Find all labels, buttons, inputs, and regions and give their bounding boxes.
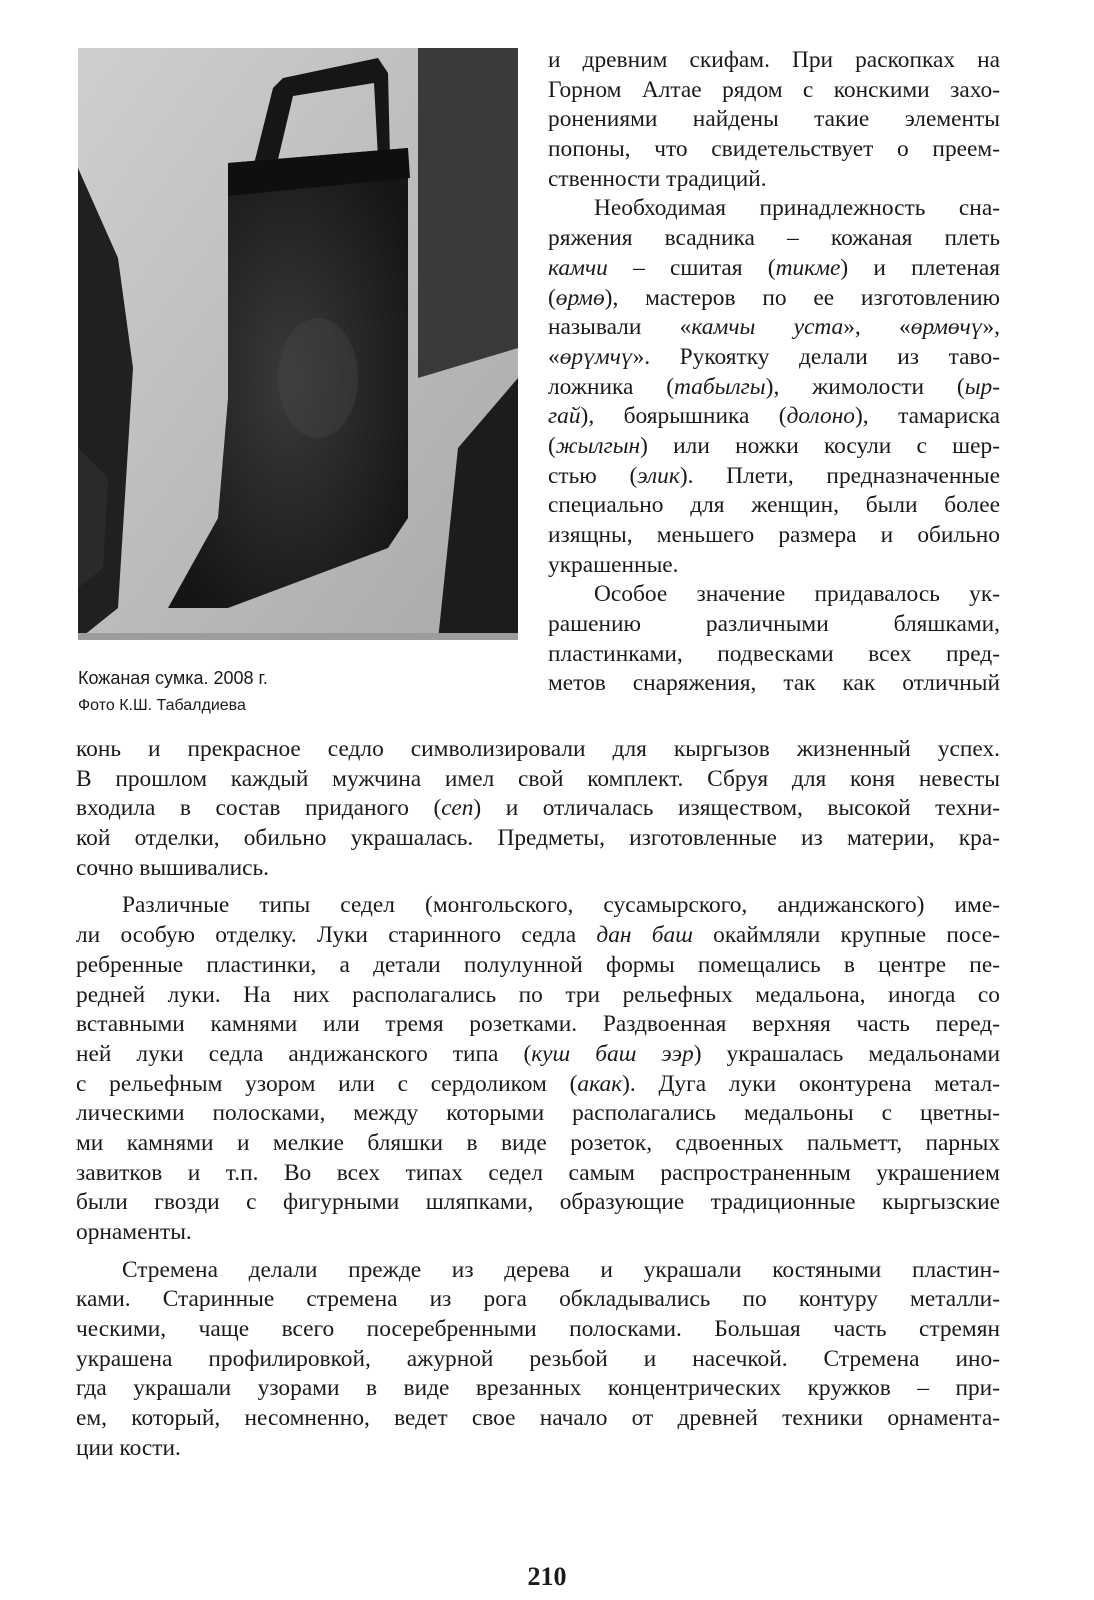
text-line: были гвозди с фигурными шляпками, образующие традиционные кыргызские xyxy=(76,1189,1000,1216)
text-line: лическими полосками, между которыми располагались медальоны с цветны- xyxy=(76,1100,1000,1127)
leather-bag-photo xyxy=(78,48,518,640)
text-line: украшена профилировкой, ажурной резьбой и насечкой. Стремена ино- xyxy=(76,1345,1000,1372)
text-run: », « xyxy=(843,314,911,341)
text-run: ли особую отделку. Луки старинного седла xyxy=(76,922,597,949)
text-line: украшенные. xyxy=(548,551,679,578)
text-line xyxy=(76,1040,1000,1070)
text-run: ». Рукоятку делали из тавo- xyxy=(632,343,1000,370)
text-line: попоны, что свидетельствует о преем- xyxy=(548,136,1000,163)
text-line xyxy=(548,373,1000,403)
text-line: ем, который, несомненно, ведет свое начало от древней техники орнамента- xyxy=(76,1405,1000,1432)
text-line: Необходимая принадлежность сна- xyxy=(594,195,1000,222)
text-line: орнаменты. xyxy=(76,1219,192,1245)
text-line: ронениями найдены такие элементы xyxy=(548,106,1000,133)
text-line: рашению различными бляшками, xyxy=(548,611,1000,638)
text-run: ( xyxy=(548,284,556,311)
text-line xyxy=(548,343,1000,373)
text-run: ) и отличалась изяществом, высокой техни- xyxy=(473,795,1000,822)
text-line: вставными камнями или тремя розетками. Раздвоенная верхняя часть перед- xyxy=(76,1011,1000,1038)
figure-caption xyxy=(78,664,408,720)
text-run: ). Дуга луки оконтурена метал- xyxy=(622,1070,1000,1097)
text-line: Различные типы седел (монгольского, сусамырского, андижанского) име- xyxy=(122,892,1000,919)
italic-term: куш баш ээр xyxy=(531,1040,694,1067)
text-line: гда украшали узорами в виде врезанных концентрических кружков – при- xyxy=(76,1375,1000,1402)
text-line xyxy=(76,794,1000,824)
leather-bag-image xyxy=(78,48,518,640)
caption-credit: Фото К.Ш. Табалдиева xyxy=(78,697,246,714)
text-run: », xyxy=(982,314,1000,341)
text-line: ками. Старинные стремена из рога обкладывались по контуру металли- xyxy=(76,1286,1000,1313)
text-line xyxy=(548,254,1000,284)
text-line: конь и прекрасное седло символизировали для кыргызов жизненный успех. xyxy=(76,736,1000,762)
text-line: редней луки. На них располагались по три рельефных медальона, иногда со xyxy=(76,981,1000,1008)
text-run: ложника ( xyxy=(548,373,674,400)
text-line: специально для женщин, были более xyxy=(548,492,1000,519)
italic-term: ыр- xyxy=(964,373,1001,400)
text-run: ) и плетеная xyxy=(840,254,1000,281)
italic-term: камчы уста xyxy=(691,314,844,341)
italic-term: табылгы xyxy=(674,373,766,400)
text-line: кой отделки, обильно украшалась. Предметы, изготовленные из материи, кра- xyxy=(76,825,1000,852)
text-line: ряжения всадника – кожаная плеть xyxy=(548,225,1000,252)
text-line: В прошлом каждый мужчина имел свой комплект. Сбруя для коня невесты xyxy=(76,765,1000,792)
italic-term: сеп xyxy=(441,795,474,822)
text-line: завитков и т.п. Во всех типах седел самым распространенным украшением xyxy=(76,1159,1000,1186)
text-line xyxy=(548,313,1000,343)
text-line: и древним скифам. При раскопках на xyxy=(548,47,1000,73)
text-line: метов снаряжения, так как отличный xyxy=(548,670,1000,697)
text-line xyxy=(548,432,1000,462)
text-line: изящны, меньшего размера и обильно xyxy=(548,522,1000,548)
italic-term: элик xyxy=(637,462,680,489)
italic-term: өрмөчү xyxy=(910,314,983,341)
italic-term: жылгын xyxy=(555,432,641,459)
text-run: называли « xyxy=(548,314,692,341)
text-line: ребренные пластинки, а детали полулунной формы помещались в центре пе- xyxy=(76,951,1000,978)
page-number: 210 xyxy=(527,1562,567,1591)
text-line: ции кости. xyxy=(76,1434,181,1461)
text-line xyxy=(76,1070,1000,1100)
italic-term: акак xyxy=(577,1070,623,1097)
text-line xyxy=(548,402,1000,432)
text-run: – сшитая ( xyxy=(607,254,776,281)
full-width-text xyxy=(76,735,1000,1464)
text-line: Особое значение придавалось ук- xyxy=(594,581,1000,608)
text-line xyxy=(548,284,1000,314)
text-line: ческими, чаще всего посеребренными полосками. Большая часть стремян xyxy=(76,1316,1000,1343)
text-line: пластинками, подвесками всех пред- xyxy=(548,640,1000,667)
text-run: ней луки седла андижанского типа ( xyxy=(76,1040,532,1067)
text-run: « xyxy=(548,343,560,370)
text-line: Стремена делали прежде из дерева и украшали костяными пластин- xyxy=(122,1256,1000,1283)
text-run: ), тамариска xyxy=(855,403,1000,430)
text-line xyxy=(76,921,1000,951)
text-run: ( xyxy=(548,432,556,459)
text-line: сочно вышивались. xyxy=(76,854,269,881)
text-run: с рельефным узором или с сердоликом ( xyxy=(76,1070,578,1097)
text-run: ), мастеров по ее изготовлению xyxy=(604,284,1000,311)
italic-term: дан баш xyxy=(596,922,693,949)
italic-term: өрүмчү xyxy=(559,343,633,370)
text-run: ) украшалась медальонами xyxy=(693,1040,1000,1067)
text-run: стью ( xyxy=(548,462,638,489)
text-line: Горном Алтае рядом с конскими захо- xyxy=(548,76,1000,103)
text-run: окаймляли крупные посе- xyxy=(692,922,1000,949)
text-run: ), жимолости ( xyxy=(765,373,965,400)
text-run: ). Плети, предназначенные xyxy=(679,462,1000,489)
text-run: ) или ножки косули с шер- xyxy=(640,432,1000,459)
italic-term: долоно xyxy=(786,403,856,430)
text-line: ми камнями и мелкие бляшки в виде розеток, сдвоенных пальметт, парных xyxy=(76,1129,1000,1156)
text-run: входила в состав приданого ( xyxy=(76,795,442,822)
text-line: ственности традиций. xyxy=(548,165,767,192)
italic-term: тикме xyxy=(775,254,841,281)
right-column-text xyxy=(548,46,1000,699)
italic-term: өрмө xyxy=(555,284,605,311)
text-line xyxy=(548,462,1000,492)
text-run: ), боярышника ( xyxy=(580,403,787,430)
caption-title: Кожаная сумка. 2008 г. xyxy=(78,668,268,688)
italic-term: гай xyxy=(548,403,581,430)
italic-term: камчи xyxy=(548,254,608,281)
